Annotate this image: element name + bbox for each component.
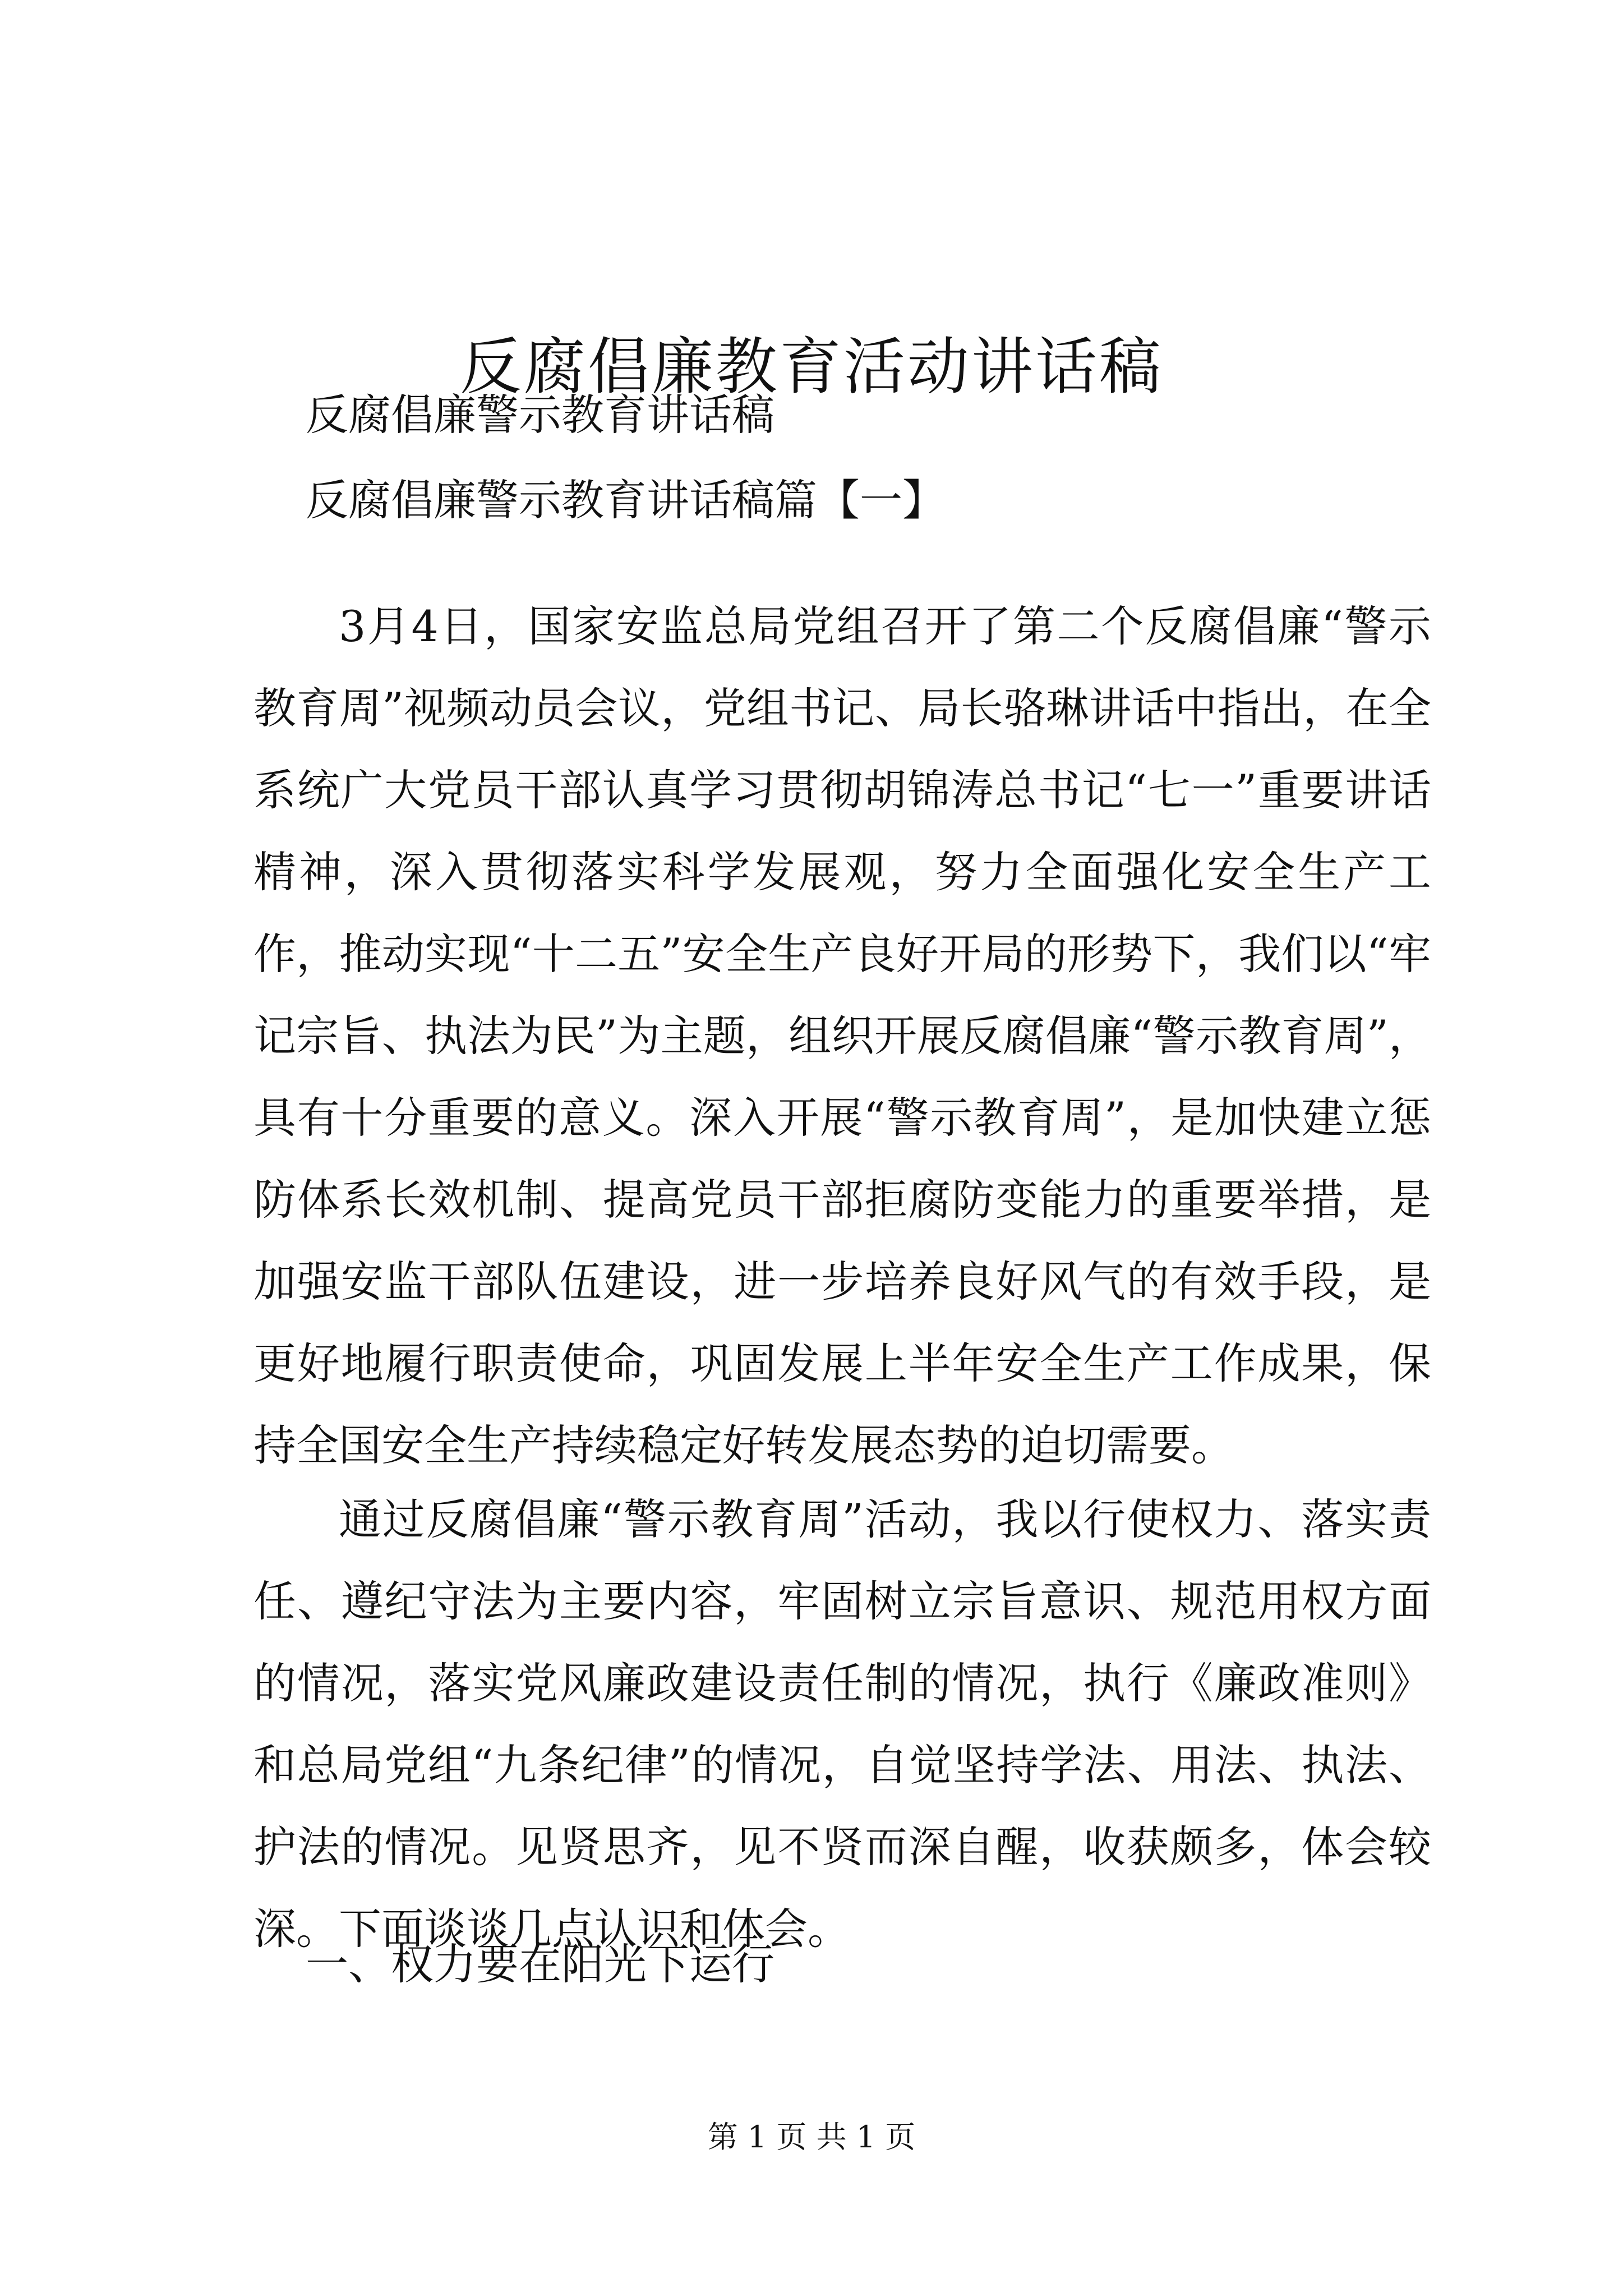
page-footer: 第 1 页 共 1 页 (707, 2119, 916, 2155)
document-title: 反腐倡廉教育活动讲话稿 (460, 330, 1163, 403)
body-paragraph-2: 通过反腐倡廉“警示教育周”活动，我以行使权力、落实责任、遵纪守法为主要内容，牢固树立宗旨意识、规范用权方面的情况，落实党风廉政建设责任制的情况，执行《廉政准则》和总局党组“九条纪律”的情况，自觉坚持学法、用法、执法、护法的情况。见贤思齐，见不贤而深自醒，收获颇多，体会较深。下面谈谈几点认识和体会。 (253, 1494, 1431, 1954)
subtitle-part-one: 反腐倡廉警示教育讲话稿篇【一】 (306, 475, 945, 525)
subtitle-line: 反腐倡廉警示教育讲话稿 (306, 390, 774, 440)
body-paragraph-1: 3月4日，国家安监总局党组召开了第二个反腐倡廉“警示教育周”视频动员会议，党组书记、局长骆琳讲话中指出，在全系统广大党员干部认真学习贯彻胡锦涛总书记“七一”重要讲话精神，深入贯彻落实科学发展观，努力全面强化安全生产工作，推动实现“十二五”安全生产良好开局的形势下，我们以“牢记宗旨、执法为民”为主题，组织开展反腐倡廉“警示教育周”，具有十分重要的意义。深入开展“警示教育周”，是加快建立惩防体系长效机制、提高党员干部拒腐防变能力的重要举措，是加强安监干部队伍建设，进一步培养良好风气的有效手段，是更好地履行职责使命，巩固发展上半年安全生产工作成果，保持全国安全生产持续稳定好转发展态势的迫切需要。 (253, 601, 1431, 1470)
section-heading-1: 一、权力要在阳光下运行 (306, 1939, 774, 1989)
